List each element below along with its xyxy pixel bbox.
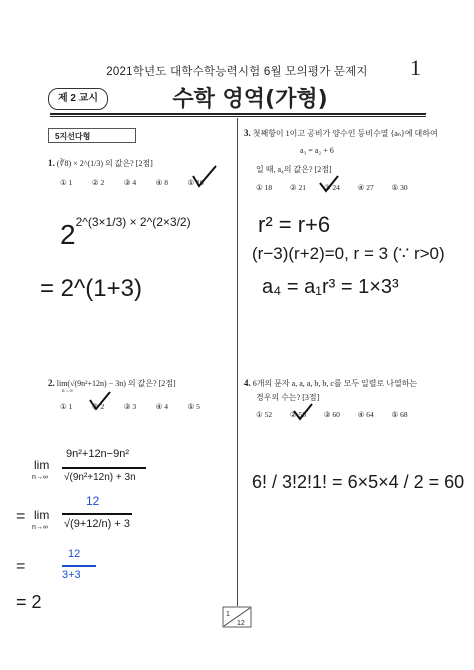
question-4 xyxy=(244,378,417,389)
question-text-line2: 경우의 수는? [3점] xyxy=(256,393,320,402)
handwritten-q2-lim: lim xyxy=(34,508,50,522)
fraction-bar xyxy=(62,467,146,469)
choice[interactable]: ④ 4 xyxy=(155,402,168,411)
equals-sign: = xyxy=(16,558,26,575)
question-text-line2: a₃ = a₂ + 6 xyxy=(300,146,334,155)
choice[interactable]: ④ 27 xyxy=(357,183,374,192)
question-text-line1: 첫째항이 1이고 공비가 양수인 등비수열 {aₙ}에 대하여 xyxy=(252,129,438,138)
handwritten-q1-line2: = 2^(1+3) xyxy=(40,275,142,302)
choices-2 xyxy=(60,402,230,411)
handwritten-q2-numerator: 9n²+12n−9n² xyxy=(66,448,129,460)
checkmark-icon xyxy=(292,402,314,422)
choice[interactable]: ② 21 xyxy=(289,183,306,192)
question-number: 4. xyxy=(244,378,251,388)
question-text-line3: 일 때, a₄의 값은? [2점] xyxy=(256,165,332,174)
page-total: 12 xyxy=(237,620,245,627)
checkmark-icon xyxy=(88,390,112,412)
question-text: lim(√(9n²+12n) − 3n) 의 값은? [2점] xyxy=(56,379,176,388)
choice[interactable]: ③ 4 xyxy=(123,178,137,187)
column-divider xyxy=(237,118,238,606)
equals-sign: = xyxy=(16,508,26,525)
handwritten-q4-line: 6! / 3!2!1! = 6×5×4 / 2 = 60 xyxy=(252,472,465,492)
checkmark-icon xyxy=(318,174,340,194)
page-current: 1 xyxy=(226,611,230,618)
question-2 xyxy=(48,378,176,389)
header-rule-thin xyxy=(50,116,426,117)
exam-header: 2021학년도 대학수학능력시험 6월 모의평가 문제지 xyxy=(106,66,368,78)
fraction-bar xyxy=(62,565,96,567)
choice[interactable]: ① 1 xyxy=(60,402,73,411)
handwritten-q2-lim-sub: n→∞ xyxy=(32,474,48,481)
question-text-line1: 6개의 문자 a, a, a, b, b, c를 모두 일렬로 나열하는 xyxy=(252,379,418,388)
choice[interactable]: ⑤ 16 xyxy=(187,178,204,187)
handwritten-q3-line2: (r−3)(r+2)=0, r = 3 (∵ r>0) xyxy=(252,244,445,263)
page-number: 1 xyxy=(410,55,421,80)
question-3 xyxy=(244,128,438,139)
question-number: 1. xyxy=(48,158,55,168)
question-text: (∛8) × 2^(1/3) 의 값은? [2점] xyxy=(56,159,153,168)
choice[interactable]: ② 56 xyxy=(289,410,306,419)
choice[interactable]: ③ 24 xyxy=(323,183,340,192)
choice[interactable]: ③ 60 xyxy=(323,410,340,419)
choice[interactable]: ⑤ 68 xyxy=(391,410,408,419)
header-rule xyxy=(50,113,426,115)
choice[interactable]: ② 2 xyxy=(91,178,105,187)
handwritten-q2-answer: = 2 xyxy=(16,592,42,612)
choices-4 xyxy=(256,410,426,419)
choice[interactable]: ③ 3 xyxy=(123,402,137,411)
question-1 xyxy=(48,158,153,169)
handwritten-q1-line1: $2^{2\^{}(3\times 1/3) \times 2\^{}(2\times 3/2)}$ xyxy=(60,215,191,250)
handwritten-q3-line3: a₄ = a₁r³ = 1×3³ xyxy=(262,276,399,298)
choices-3 xyxy=(256,183,426,192)
handwritten-q2-num2: 12 xyxy=(86,494,100,508)
limit-subscript: n→∞ xyxy=(62,389,74,394)
choice[interactable]: ① 18 xyxy=(256,183,273,192)
choice[interactable]: ① 1 xyxy=(60,178,73,187)
session-badge: 제 2 교시 xyxy=(48,88,108,110)
handwritten-q2-lim: lim xyxy=(34,458,50,472)
question-number: 2. xyxy=(48,378,55,388)
section-label: 5지선다형 xyxy=(48,128,136,143)
choice[interactable]: ④ 64 xyxy=(357,410,374,419)
choice[interactable]: ⑤ 30 xyxy=(391,183,408,192)
question-number: 3. xyxy=(244,128,251,138)
page-indicator xyxy=(222,606,252,628)
handwritten-q2-den2: √(9+12/n) + 3 xyxy=(64,518,130,530)
choice[interactable]: ① 52 xyxy=(256,410,273,419)
handwritten-q3-line1: r² = r+6 xyxy=(258,212,331,237)
handwritten-q2-frac3-num: 12 xyxy=(68,548,81,560)
fraction-bar xyxy=(62,513,132,515)
choice[interactable]: ② 2 xyxy=(91,402,105,411)
checkmark-icon xyxy=(187,164,220,190)
choice[interactable]: ⑤ 5 xyxy=(187,402,200,411)
handwritten-q2-lim-sub: n→∞ xyxy=(32,524,48,531)
handwritten-q2-frac3-den: 3+3 xyxy=(62,569,81,581)
choice[interactable]: ④ 8 xyxy=(155,178,168,187)
subject-title: 수학 영역(가형) xyxy=(172,87,328,112)
handwritten-q2-denominator: √(9n²+12n) + 3n xyxy=(64,472,136,483)
